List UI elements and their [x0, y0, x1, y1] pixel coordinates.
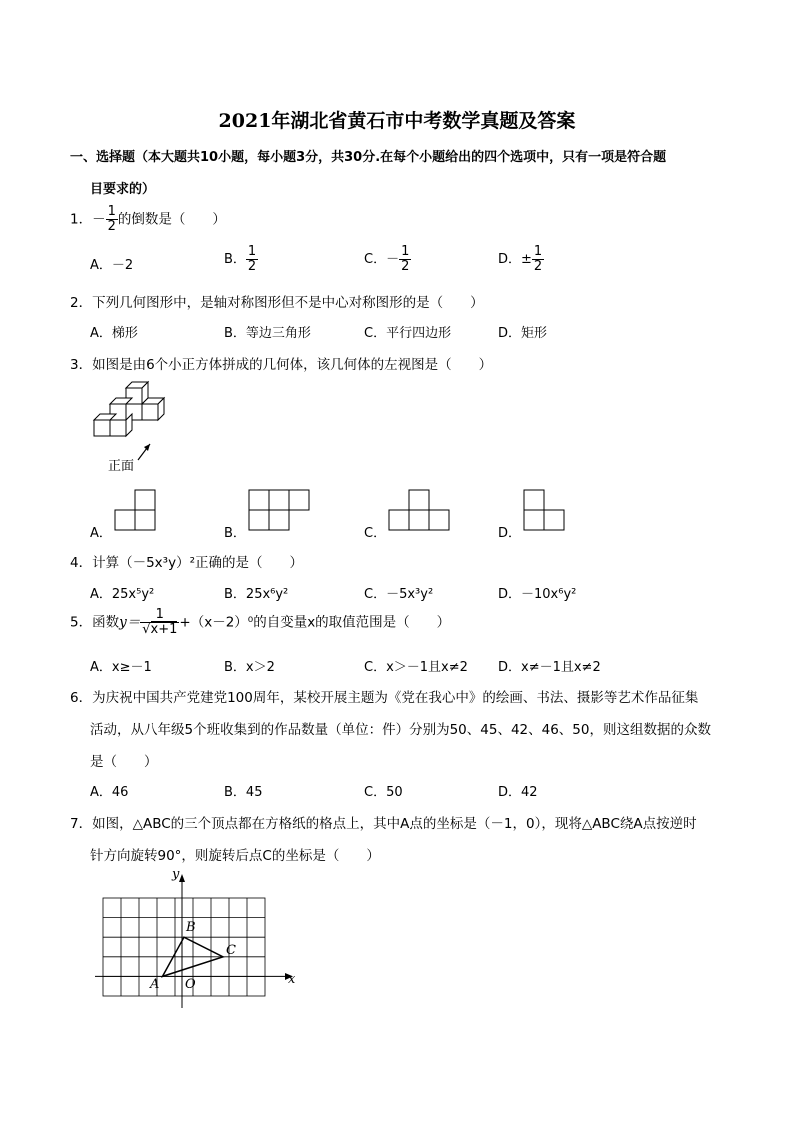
question-6-line2: 活动，从八年级5个班收集到的作品数量（单位：件）分别为50、45、42、46、50，则这组数据的众数 [90, 722, 711, 738]
q5-option-b: B．x＞2 [224, 660, 275, 675]
q6-option-b: B．45 [224, 785, 263, 800]
q5-pre: 5．函数 [70, 614, 120, 631]
q5-option-a: A．x≥－1 [90, 660, 152, 675]
grid-label-b: B [186, 920, 196, 935]
q5-tail: +（x－2）⁰的自变量x的取值范围是（ ） [179, 614, 451, 631]
q1-d-den: 2 [533, 259, 543, 274]
q3-option-c-figure [389, 490, 451, 532]
q1-frac-num: 1 [107, 204, 116, 219]
question-1 [70, 205, 226, 234]
q1-fraction [106, 205, 118, 234]
q1-neg: － [92, 211, 106, 228]
q5-option-c: C．x＞－1且x≠2 [364, 660, 468, 675]
q3-option-b-figure [249, 490, 311, 532]
q2-option-c: C．平行四边形 [364, 326, 452, 341]
q1-c-den: 2 [401, 259, 410, 274]
question-4: 4．计算（－5x³y）²正确的是（ ） [70, 555, 303, 571]
page-title: 2021年湖北省黄石市中考数学真题及答案 [218, 110, 576, 132]
q2-option-d: D．矩形 [498, 326, 548, 341]
cube-figure [90, 382, 180, 472]
q1-c-num: 1 [401, 244, 410, 259]
q5-option-d: D．x≠－1且x≠2 [498, 660, 601, 675]
coordinate-grid-figure [95, 870, 305, 1010]
q6-option-d: D．42 [498, 785, 538, 800]
q1-d-num: 1 [533, 244, 543, 259]
question-3: 3．如图是由6个小正方体拼成的几何体，该几何体的左视图是（ ） [70, 357, 493, 373]
q3-option-a-label: A． [90, 526, 112, 541]
q3-option-c-label: C． [364, 526, 387, 541]
q1-option-d [498, 245, 544, 274]
q1-b-prefix: B． [224, 252, 246, 267]
question-5 [70, 608, 450, 637]
q3-option-a-figure [115, 490, 157, 532]
q5-frac-den: √x+1 [142, 622, 178, 637]
q3-option-d-label: D． [498, 526, 522, 541]
question-7-line2: 针方向旋转90°，则旋转后点C的坐标是（ ） [90, 848, 380, 864]
q4-option-d: D．－10x⁶y² [498, 587, 577, 602]
q2-option-b: B．等边三角形 [224, 326, 311, 341]
q1-d-prefix: D．± [498, 252, 532, 267]
q1-tail: 的倒数是（ ） [117, 211, 226, 228]
q5-frac-num: 1 [140, 608, 179, 623]
q1-frac-den: 2 [107, 219, 116, 234]
grid-label-y: y [172, 867, 180, 882]
q4-option-c: C．－5x³y² [364, 587, 434, 602]
q1-number: 1． [70, 211, 93, 228]
grid-label-x: x [288, 972, 296, 987]
q1-b-num: 1 [247, 244, 257, 259]
front-label: 正面 [108, 459, 135, 474]
q3-option-d-figure [524, 490, 566, 532]
grid-label-o: O [185, 977, 196, 992]
grid-label-a: A [150, 977, 160, 992]
q1-b-den: 2 [247, 259, 257, 274]
q5-frac-den-text: x+1 [150, 622, 178, 637]
question-6-line1: 6．为庆祝中国共产党建党100周年，某校开展主题为《党在我心中》的绘画、书法、摄影等艺术作品征集 [70, 690, 699, 706]
q3-option-b-label: B． [224, 526, 246, 541]
grid-label-c: C [226, 943, 236, 958]
q5-fraction [140, 608, 179, 637]
q6-option-a: A．46 [90, 785, 129, 800]
q1-option-b [224, 245, 258, 274]
question-2: 2．下列几何图形中，是轴对称图形但不是中心对称图形的是（ ） [70, 295, 484, 311]
q1-c-prefix: C．－ [364, 252, 400, 267]
question-7-line1: 7．如图，△ABC的三个顶点都在方格纸的格点上，其中A点的坐标是（－1，0），现将△ABC绕A点按逆时 [70, 816, 697, 832]
section-heading-line1: 一、选择题（本大题共10小题，每小题3分，共30分.在每个小题给出的四个选项中，只有一项是符合题 [70, 150, 667, 165]
q5-y-eq: y＝ [119, 614, 141, 631]
q2-option-a: A．梯形 [90, 326, 138, 341]
question-6-line3: 是（ ） [90, 754, 158, 770]
q1-option-a: A．－2 [90, 258, 134, 273]
q4-option-a: A．25x⁵y² [90, 587, 155, 602]
q6-option-c: C．50 [364, 785, 403, 800]
q4-option-b: B．25x⁶y² [224, 587, 289, 602]
q1-option-c [364, 245, 411, 274]
section-heading-line2: 目要求的） [90, 182, 156, 197]
